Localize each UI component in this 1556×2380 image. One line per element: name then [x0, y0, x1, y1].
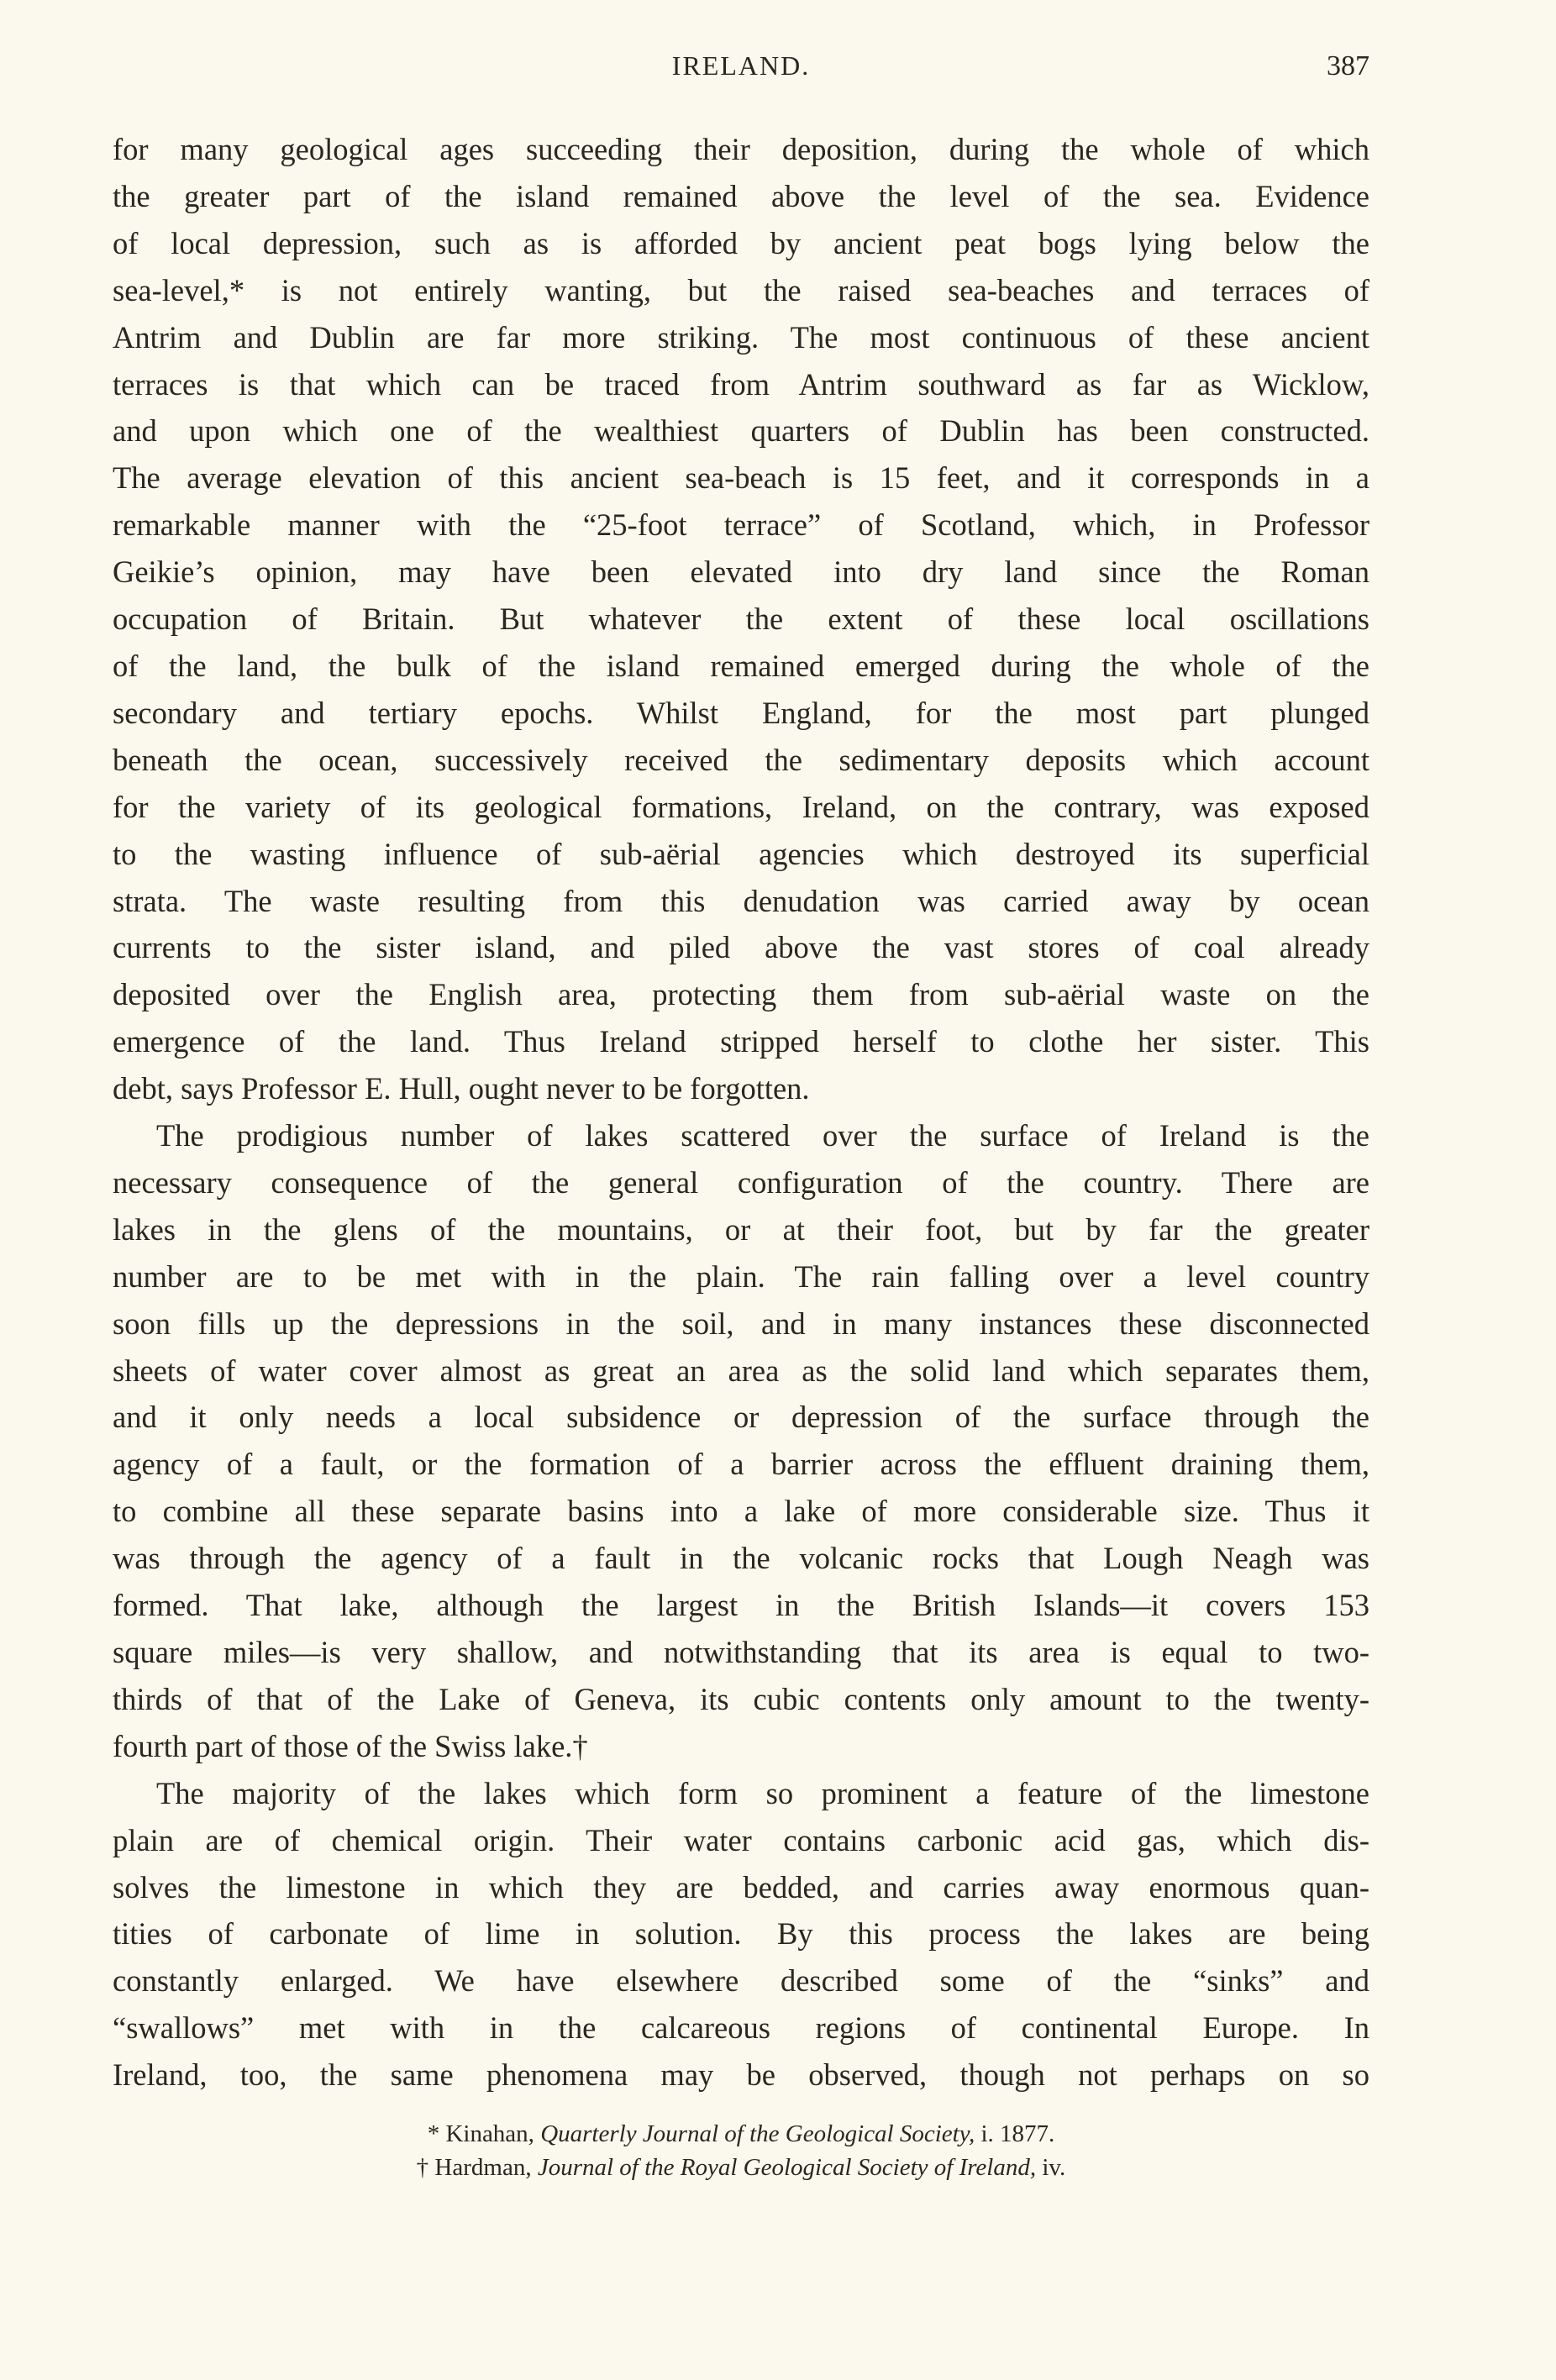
- text-line: square miles—is very shallow, and notwithstanding that its area is equal to two-: [113, 1635, 1369, 1669]
- text-line: solves the limestone in which they are bedded, and carries away enormous quan-: [113, 1869, 1369, 1905]
- text-line: formed. That lake, although the largest in the British Islands—it covers 153: [113, 1588, 1369, 1623]
- footnote: [113, 2151, 1369, 2184]
- text-line: currents to the sister island, and piled above the vast stores of coal already: [113, 930, 1369, 965]
- text-line: was through the agency of a fault in the volcanic rocks that Lough Neagh was: [113, 1541, 1369, 1576]
- text-line: to the wasting influence of sub-aërial agencies which destroyed its superficial: [113, 836, 1369, 871]
- text-line: Geikie’s opinion, may have been elevated into dry land since the Roman: [113, 554, 1369, 590]
- text-line: sea-level,* is not entirely wanting, but the raised sea-beaches and terraces of: [113, 272, 1369, 307]
- footnote-source: Journal of the Royal Geological Society of Ireland,: [537, 2154, 1037, 2181]
- running-title: IRELAND.: [671, 50, 811, 81]
- text-line: for many geological ages succeeding their deposition, during the whole of which: [113, 132, 1369, 166]
- text-line: occupation of Britain. But whatever the extent of these local oscillations: [113, 602, 1369, 637]
- text-line: sheets of water cover almost as great an area as the solid land which separates them,: [113, 1353, 1369, 1388]
- text-line: constantly enlarged. We have elsewhere described some of the “sinks” and: [113, 1963, 1369, 1999]
- text-line: to combine all these separate basins into a lake of more considerable size. Thus it: [113, 1494, 1369, 1529]
- running-head: [113, 50, 1369, 94]
- text-line: lakes in the glens of the mountains, or at their foot, but by far the greater: [113, 1211, 1369, 1247]
- footnote-author: Hardman,: [434, 2154, 532, 2181]
- text-line: for the variety of its geological formations, Ireland, on the contrary, was exposed: [113, 789, 1369, 824]
- footnote-detail: i. 1877.: [980, 2120, 1055, 2147]
- text-line: agency of a fault, or the formation of a barrier across the effluent draining them,: [113, 1447, 1369, 1482]
- text-line: plain are of chemical origin. Their water contains carbonic acid gas, which dis-: [113, 1822, 1369, 1857]
- text-line: the greater part of the island remained above the level of the sea. Evidence: [113, 178, 1369, 213]
- footnote: [113, 2117, 1369, 2151]
- text-line: thirds of that of the Lake of Geneva, its cubic contents only amount to the twenty-: [113, 1681, 1369, 1716]
- text-line: The prodigious number of lakes scattered over the surface of Ireland is the: [156, 1118, 1369, 1153]
- text-line: soon fills up the depressions in the soil, and in many instances these disconnected: [113, 1306, 1369, 1341]
- text-line: and upon which one of the wealthiest quarters of Dublin has been constructed.: [113, 413, 1369, 449]
- text-line: Antrim and Dublin are far more striking. The most continuous of these ancient: [113, 319, 1369, 355]
- page-number: 387: [1327, 50, 1369, 81]
- footnote-detail: iv.: [1042, 2154, 1066, 2181]
- text-line: necessary consequence of the general configuration of the country. There are: [113, 1164, 1369, 1200]
- text-line: of local depression, such as is afforded by ancient peat bogs lying below the: [113, 225, 1369, 260]
- footnote-source: Quarterly Journal of the Geological Society,: [540, 2120, 975, 2147]
- text-line: and it only needs a local subsidence or depression of the surface through the: [113, 1400, 1369, 1435]
- text-line: deposited over the English area, protecting them from sub-aërial waste on the: [113, 977, 1369, 1012]
- paragraph-3: [113, 1770, 1369, 2099]
- text-line: secondary and tertiary epochs. Whilst England, for the most part plunged: [113, 695, 1369, 730]
- text-line: “swallows” met with in the calcareous regions of continental Europe. In: [113, 2010, 1369, 2046]
- text-line: number are to be met with in the plain. The rain falling over a level country: [113, 1258, 1369, 1294]
- text-line: Ireland, too, the same phenomena may be observed, though not perhaps on so: [113, 2057, 1369, 2093]
- text-line: beneath the ocean, successively received the sedimentary deposits which account: [113, 742, 1369, 777]
- text-line: remarkable manner with the “25-foot terrace” of Scotland, which, in Professor: [113, 507, 1369, 543]
- text-line: debt, says Professor E. Hull, ought never to be forgotten.: [113, 1071, 810, 1106]
- text-line: fourth part of those of the Swiss lake.†: [113, 1728, 588, 1763]
- text-line: emergence of the land. Thus Ireland stripped herself to clothe her sister. This: [113, 1024, 1369, 1059]
- text-line: strata. The waste resulting from this denudation was carried away by ocean: [113, 883, 1369, 918]
- text-line: terraces is that which can be traced from Antrim southward as far as Wicklow,: [113, 366, 1369, 402]
- body-text: [113, 126, 1369, 2099]
- text-line: The majority of the lakes which form so prominent a feature of the limestone: [156, 1775, 1369, 1810]
- footnote-marker: †: [416, 2154, 429, 2181]
- paragraph-2: [113, 1112, 1369, 1770]
- text-line: The average elevation of this ancient sea-beach is 15 feet, and it corresponds in a: [113, 460, 1369, 496]
- footnote-author: Kinahan,: [445, 2120, 534, 2147]
- footnote-marker: *: [427, 2120, 440, 2147]
- paragraph-1: [113, 126, 1369, 1112]
- text-line: of the land, the bulk of the island remained emerged during the whole of the: [113, 648, 1369, 683]
- footnotes: [113, 2117, 1369, 2184]
- text-line: tities of carbonate of lime in solution. By this process the lakes are being: [113, 1916, 1369, 1952]
